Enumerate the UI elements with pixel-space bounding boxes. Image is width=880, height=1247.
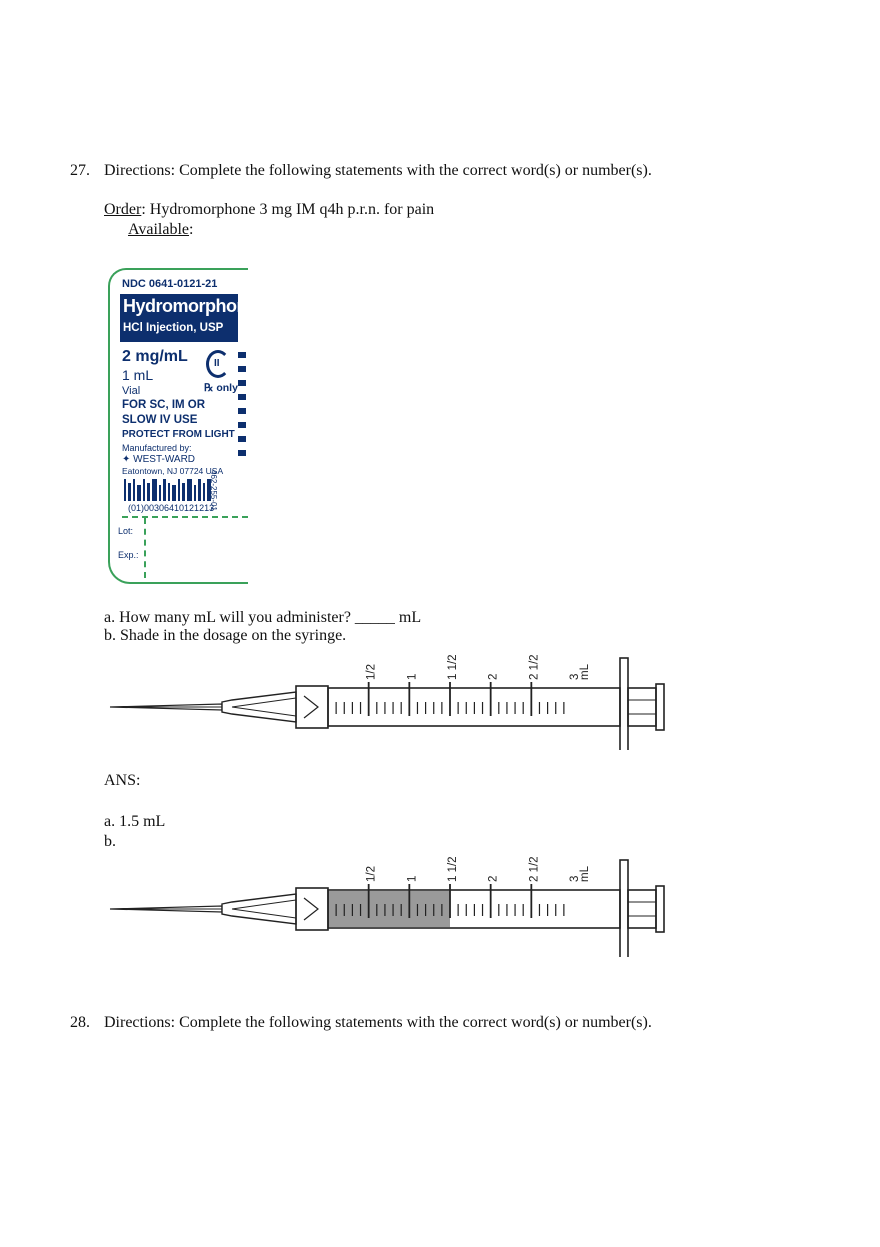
syringe-scale-label: 2 [487,875,500,882]
drug-label [108,268,257,584]
label-route-1: FOR SC, IM OR [122,399,206,411]
ans-label: ANS: [104,772,141,789]
syringe-plunger [628,890,656,928]
label-name-band [120,294,257,342]
label-barcode-text: (01)00306410121213 [128,503,215,513]
label-route-2: SLOW IV USE [122,414,198,426]
label-drug-form: HCl Injection, USP [123,322,224,334]
label-schedule: II [214,358,220,369]
syringe-scale-label: 1 [406,875,419,882]
label-vial: Vial [122,385,141,397]
syringe-question[interactable] [100,640,680,750]
label-ndc: NDC 0641-0121-21 [122,278,218,290]
label-lot: Lot: [118,526,134,536]
order-label: Order [104,201,142,218]
question-28-directions: Directions: Complete the following statements with the correct word(s) or number(s). [104,1014,652,1031]
plunger-thumb [656,684,664,730]
question-b: b. Shade in the dosage on the syringe. [104,627,347,644]
syringe-scale-label: 2 1/2 [528,856,541,882]
label-manufacturer-name: WEST-WARD [133,454,196,465]
label-dash-vertical [144,518,146,578]
syringe-scale-label: 1 [406,673,419,680]
label-rx-only: ℞ only [204,382,238,394]
luer-tip [296,686,328,728]
label-protect: PROTECT FROM LIGHT [122,429,235,440]
luer-tip [296,888,328,930]
order-line [104,200,434,220]
syringe-flange [620,860,628,957]
syringe-scale-label: mL [579,866,591,882]
syringe-scale-label: 1 1/2 [447,856,459,882]
answer-b: b. [104,833,116,850]
shaded-dose [328,891,450,927]
available-suffix: : [189,221,194,238]
answer-a: a. 1.5 mL [104,813,166,830]
label-exp: Exp.: [118,550,139,560]
label-volume: 1 mL [122,367,154,383]
question-27-directions: Directions: Complete the following statements with the correct word(s) or number(s). [104,162,652,179]
syringe-scale-label: 3 [569,673,581,680]
order-text: : Hydromorphone 3 mg IM q4h p.r.n. for pain [141,201,435,218]
question-number-27: 27. [70,162,90,179]
syringe-scale-label: 3 [569,875,581,882]
question-a: a. How many mL will you administer? _____ mL [104,609,422,626]
syringe-plunger [628,688,656,726]
syringe-scale-label: 1/2 [365,664,378,680]
syringe-scale-label: 2 [487,673,500,680]
barcode-icon [124,479,216,501]
label-city: Eatontown, NJ 07724 USA [122,466,224,476]
syringe-scale-label: 2 1/2 [528,654,541,680]
available-line [128,220,193,240]
syringe-scale-label: mL [579,664,591,680]
syringe-scale-label: 1/2 [365,866,378,882]
label-drug-name: Hydromorphone [123,296,257,316]
plunger-thumb [656,886,664,932]
question-number-28: 28. [70,1014,90,1031]
label-manufactured-by: Manufactured by: [122,443,192,453]
label-strength: 2 mg/mL [122,348,188,365]
syringe-scale-label: 1 1/2 [447,654,459,680]
available-label: Available [128,221,190,238]
manufacturer-logo-icon: ✦ [122,454,131,465]
label-side-code: 462-255-01 [209,470,218,511]
syringe-flange [620,658,628,750]
syringe-answer [100,842,680,957]
label-dash-divider [122,516,248,518]
label-manufacturer [122,454,195,465]
